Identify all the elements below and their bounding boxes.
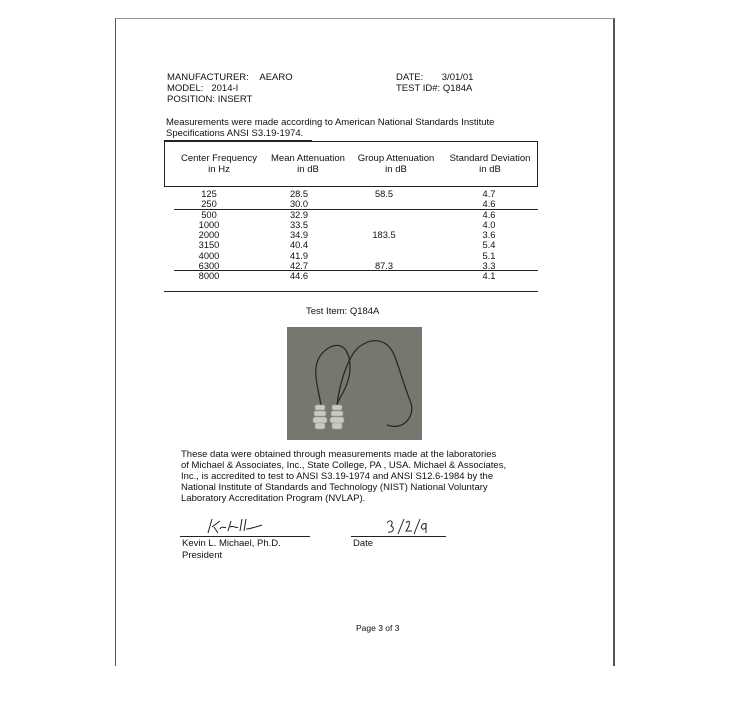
cell-frequency: 6300 xyxy=(198,261,220,272)
date-line xyxy=(396,72,473,83)
cell-frequency: 2000 xyxy=(198,230,220,241)
header-unit: in dB xyxy=(297,164,319,175)
header-group-attenuation xyxy=(351,153,441,175)
date-value: 3/01/01 xyxy=(441,72,474,83)
cell-group: 58.5 xyxy=(374,189,394,199)
cell-frequency: 4000 xyxy=(198,250,220,261)
table-row xyxy=(164,210,538,220)
date-line-rule xyxy=(351,536,446,537)
cell-frequency: 125 xyxy=(201,189,217,199)
header-line: Center Frequency xyxy=(180,153,258,164)
signature-line xyxy=(180,536,310,537)
cell-stddev: 4.6 xyxy=(482,199,496,210)
manufacturer-value: AEARO xyxy=(259,72,293,83)
header-unit: in Hz xyxy=(208,164,230,175)
cell-frequency: 500 xyxy=(201,209,217,220)
cell-group: 183.5 xyxy=(372,230,396,241)
cell-mean: 40.4 xyxy=(289,240,309,251)
position-line xyxy=(167,94,293,105)
signer-name: Kevin L. Michael, Ph.D. xyxy=(182,538,281,549)
header-line: Mean Attenuation xyxy=(271,153,345,164)
handwritten-date xyxy=(384,517,428,537)
cell-stddev: 3.3 xyxy=(482,261,496,272)
earplug-photo xyxy=(287,327,422,440)
header-standard-deviation xyxy=(443,153,537,175)
cell-mean: 28.5 xyxy=(289,189,309,199)
paragraph-line-1: These data were obtained through measurements made at the laboratories xyxy=(181,449,497,460)
table-row xyxy=(164,271,538,281)
header-mean-attenuation xyxy=(263,153,353,175)
header-center-frequency xyxy=(169,153,269,175)
table-header xyxy=(164,141,538,187)
header-unit: in dB xyxy=(385,164,407,175)
cell-mean: 41.9 xyxy=(289,250,309,261)
test-id-line xyxy=(396,83,473,94)
group-separator-2 xyxy=(174,270,538,271)
table-row xyxy=(164,251,538,261)
signer-title: President xyxy=(182,550,223,561)
handwritten-signature xyxy=(204,515,264,537)
test-id-label: TEST ID#: xyxy=(396,83,441,94)
cell-stddev: 5.4 xyxy=(482,240,496,251)
test-item-caption: Test Item: Q184A xyxy=(306,306,380,317)
table-row xyxy=(164,230,538,240)
paragraph-line-2: of Michael & Associates, Inc., State College, PA , USA. Michael & Associates, xyxy=(181,460,507,471)
model-line xyxy=(167,83,293,94)
model-value: 2014-I xyxy=(211,83,239,94)
paragraph-line-5: Laboratory Accreditation Program (NVLAP). xyxy=(181,493,366,504)
header-left-block xyxy=(167,72,293,105)
header-unit: in dB xyxy=(479,164,501,175)
position-value: INSERT xyxy=(217,94,253,105)
position-label: POSITION: xyxy=(167,94,216,105)
corded-earplugs-image xyxy=(287,327,422,440)
model-label: MODEL: xyxy=(167,83,204,94)
intro-text xyxy=(166,117,546,139)
cell-stddev: 4.1 xyxy=(482,271,496,282)
cell-mean: 34.9 xyxy=(289,230,309,241)
cell-mean: 30.0 xyxy=(289,199,309,210)
table-row xyxy=(164,189,538,199)
accreditation-paragraph xyxy=(181,449,551,504)
cell-stddev: 4.0 xyxy=(482,219,496,230)
table-row xyxy=(164,220,538,230)
intro-line-2: Specifications ANSI S3.19-1974. xyxy=(166,128,304,139)
cell-stddev: 3.6 xyxy=(482,230,496,241)
cell-mean: 44.6 xyxy=(289,271,309,282)
header-line: Group Attenuation xyxy=(357,153,435,164)
date-label: DATE: xyxy=(396,72,424,83)
cell-mean: 32.9 xyxy=(289,209,309,220)
cell-stddev: 4.7 xyxy=(482,189,496,199)
paragraph-line-3: Inc., is accredited to test to ANSI S3.19-1974 and ANSI S12.6-1984 by the xyxy=(181,471,494,482)
test-id-value: Q184A xyxy=(442,83,473,94)
cell-frequency: 3150 xyxy=(198,240,220,251)
manufacturer-line xyxy=(167,72,293,83)
page-number: Page 3 of 3 xyxy=(356,623,400,633)
cell-group: 87.3 xyxy=(374,261,394,272)
table-body xyxy=(164,189,538,282)
manufacturer-label: MANUFACTURER: xyxy=(167,72,249,83)
cell-stddev: 5.1 xyxy=(482,250,496,261)
cell-frequency: 250 xyxy=(201,199,217,210)
cell-frequency: 1000 xyxy=(198,219,220,230)
paragraph-line-4: National Institute of Standards and Technology (NIST) National Voluntary xyxy=(181,482,488,493)
table-bottom-rule xyxy=(164,291,538,292)
intro-line-1: Measurements were made according to American National Standards Institute xyxy=(166,117,495,128)
date-caption: Date xyxy=(353,538,374,549)
cell-frequency: 8000 xyxy=(198,271,220,282)
group-separator-1 xyxy=(174,209,538,210)
cell-stddev: 4.6 xyxy=(482,209,496,220)
cell-mean: 33.5 xyxy=(289,219,309,230)
header-line: Standard Deviation xyxy=(449,153,531,164)
header-right-block xyxy=(396,72,473,94)
document-page xyxy=(115,18,615,666)
table-row xyxy=(164,240,538,250)
cell-mean: 42.7 xyxy=(289,261,309,272)
